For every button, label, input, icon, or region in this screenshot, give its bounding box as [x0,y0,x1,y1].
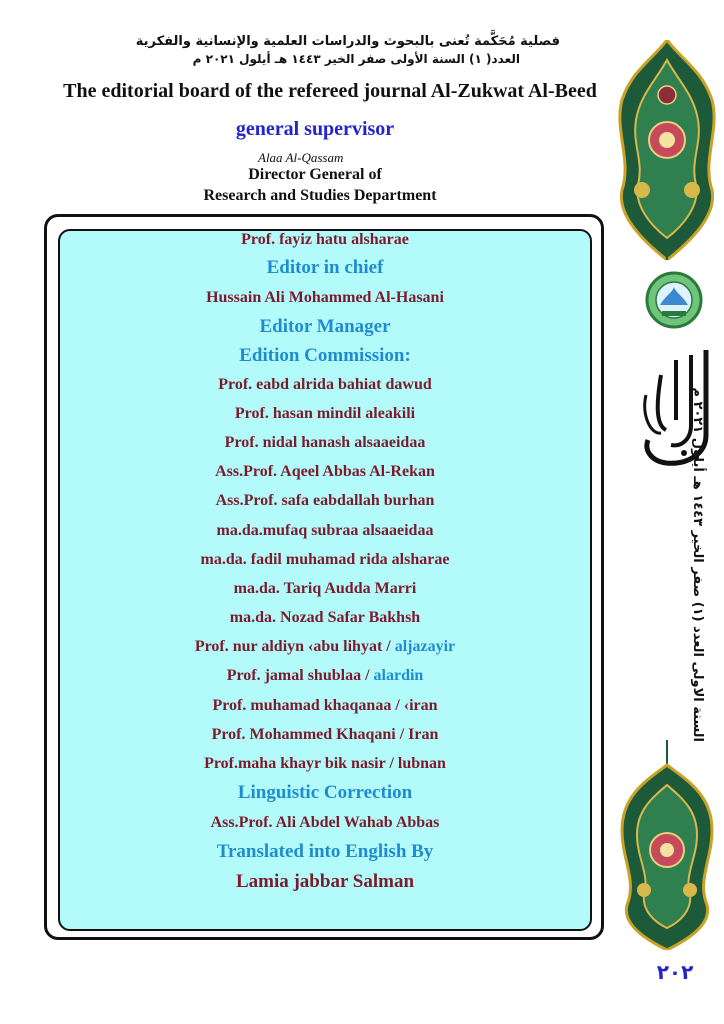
linguistic-correction-name: Ass.Prof. Ali Abdel Wahab Abbas [210,814,440,831]
international-member [58,667,592,685]
editor-in-chief-heading: Editor in chief [266,257,384,278]
linguistic-correction-heading: Linguistic Correction [237,782,413,803]
commission-member: ma.da. fadil muhamad rida alsharae [200,551,450,568]
editor-manager-heading: Editor Manager [259,316,391,337]
international-member [58,638,592,656]
member-name: Prof. muhamad khaqanaa / ‹iran [212,697,438,714]
general-supervisor-role-line1: Director General of [248,166,382,183]
commission-member: Ass.Prof. Aqeel Abbas Al-Rekan [215,463,435,480]
journal-logo-icon [644,265,704,335]
commission-member: ma.da. Tariq Audda Marri [233,580,417,597]
arabic-issue-info: العدد( ١) السنة الأولى صفر الخير ١٤٤٣ هـ أيلول ٢٠٢١ م [192,52,520,66]
commission-member: Prof. nidal hanash alsaaeidaa [224,434,426,451]
page-number: ٢٠٢ [656,960,694,984]
general-supervisor-role-line2: Research and Studies Department [203,187,437,204]
supervisor-prof: Prof. fayiz hatu alsharae [241,231,409,248]
general-supervisor-heading: general supervisor [235,118,395,140]
arabic-journal-description: فصلية مُحَكَّمة تُعنى بالبحوث والدراسات العلمية والإنسانية والفكرية [135,34,560,49]
member-name: Prof.maha khayr bik nasir / lubnan [204,755,446,772]
international-member [58,697,592,715]
translator-name: Lamia jabbar Salman [235,871,415,892]
international-member [58,755,592,773]
board-title: The editorial board of the refereed journal Al-Zukwat Al-Beed [63,80,597,102]
member-name: Prof. Mohammed Khaqani / Iran [211,726,439,743]
editor-in-chief-name: Hussain Ali Mohammed Al-Hasani [206,289,444,306]
translated-heading: Translated into English By [216,841,434,862]
bottom-ornament-icon [612,740,722,950]
commission-member: ma.da.mufaq subraa alsaaeidaa [216,522,434,539]
commission-member: Prof. hasan mindil aleakili [234,405,416,422]
side-issue-info: السنة الاولى العدد (١) صفر الخير ١٤٤٣ هـ أيلول ٢٠٢١ م [690,387,705,742]
member-name: Prof. jamal shublaa / [226,667,374,684]
top-ornament-icon [612,40,722,260]
commission-member: Ass.Prof. safa eabdallah burhan [215,492,435,509]
commission-member: Prof. eabd alrida bahiat dawud [218,376,432,393]
member-country: aljazayir [394,638,456,655]
general-supervisor-name: Alaa Al-Qassam [258,150,344,165]
edition-commission-heading: Edition Commission: [239,345,411,366]
member-name: Prof. nur aldiyn ‹abu lihyat / [194,638,395,655]
commission-member: ma.da. Nozad Safar Bakhsh [229,609,421,626]
international-member [58,726,592,744]
member-country: alardin [373,667,424,684]
